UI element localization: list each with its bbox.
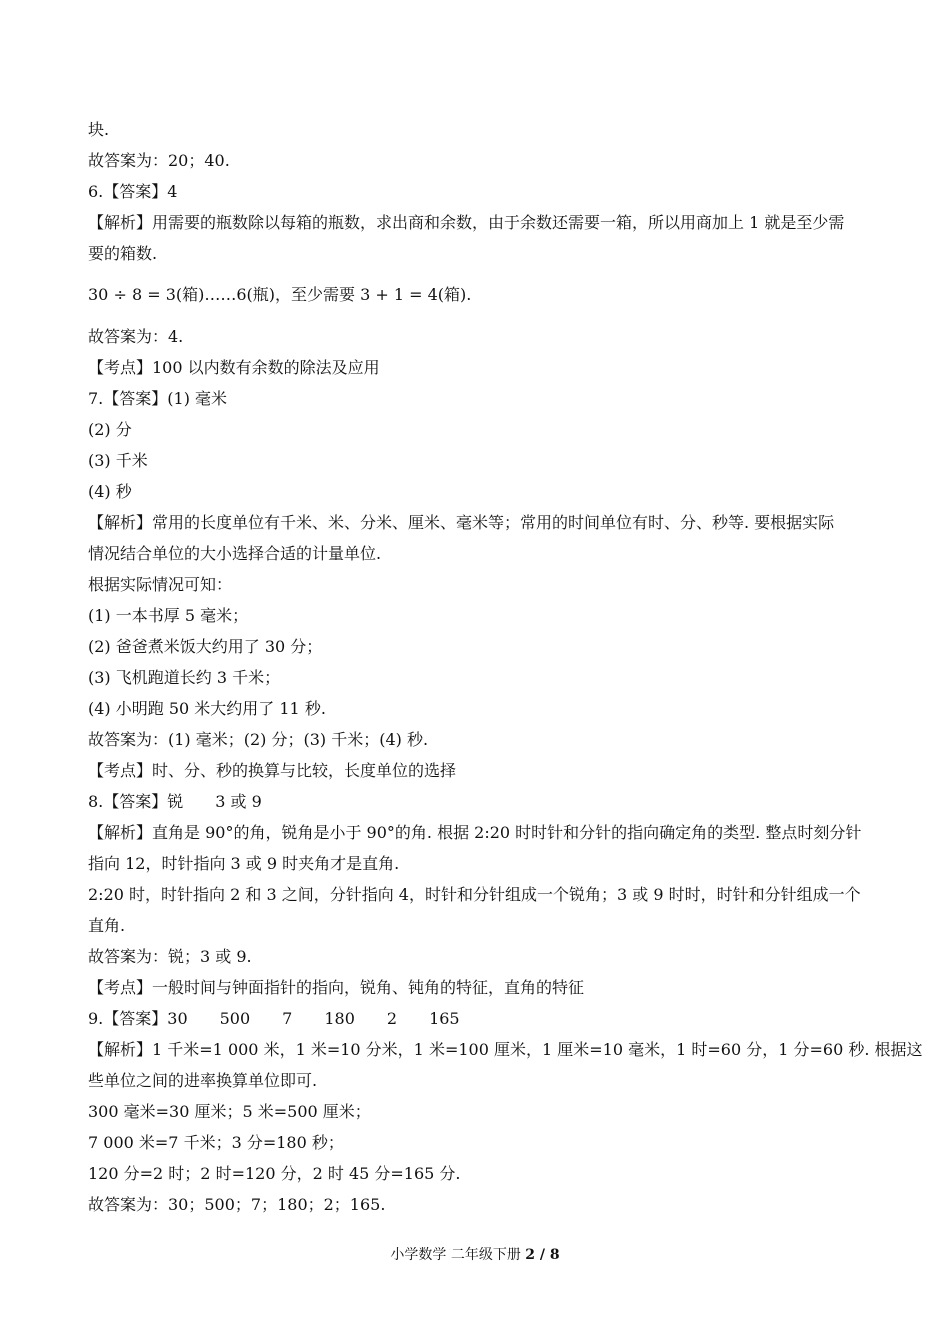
text-line: 块. [88,120,110,139]
text-line: 2:20 时，时针指向 2 和 3 之间，分针指向 4，时针和分针组成一个锐角；3 或 9 时时，时针和分针组成一个 [88,885,861,904]
text-line: 故答案为：30；500；7；180；2；165. [88,1195,386,1214]
text-line: 7.【答案】(1) 毫米 [88,389,228,408]
text-line: (2) 分 [88,420,132,439]
text-line: 【考点】时、分、秒的换算与比较，长度单位的选择 [88,761,457,780]
text-line: (3) 千米 [88,451,148,470]
text-line: 要的箱数. [88,244,158,263]
text-line: 故答案为：4. [88,327,184,346]
text-line: 【考点】100 以内数有余数的除法及应用 [88,358,380,377]
text-line: 些单位之间的进率换算单位即可. [88,1071,318,1090]
text-line: (3) 飞机跑道长约 3 千米； [88,668,281,687]
page-number: 2 / 8 [525,1247,560,1263]
footer-label: 小学数学 二年级下册 [390,1247,521,1263]
text-line: 情况结合单位的大小选择合适的计量单位. [88,544,382,563]
text-line: 【解析】用需要的瓶数除以每箱的瓶数，求出商和余数，由于余数还需要一箱，所以用商加上 1 就是至少需 [88,213,845,232]
text-line: 故答案为：锐；3 或 9. [88,947,252,966]
text-line: (1) 一本书厚 5 毫米； [88,606,249,625]
text-line: 故答案为：(1) 毫米；(2) 分；(3) 千米；(4) 秒. [88,730,429,749]
text-line: 【考点】一般时间与钟面指针的指向，锐角、钝角的特征，直角的特征 [88,978,585,997]
text-line: 直角. [88,916,126,935]
text-line: 9.【答案】30 500 7 180 2 165 [88,1009,460,1028]
text-line: 【解析】1 千米=1 000 米，1 米=10 分米，1 米=100 厘米，1 厘米=10 毫米，1 时=60 分，1 分=60 秒. 根据这 [88,1040,923,1059]
text-line: (4) 秒 [88,482,132,501]
text-line: 6.【答案】4 [88,182,178,201]
text-line: 【解析】常用的长度单位有千米、米、分米、厘米、毫米等；常用的时间单位有时、分、秒等. 要根据实际 [88,513,835,532]
text-line: 300 毫米=30 厘米；5 米=500 厘米； [88,1102,371,1121]
formula-line: 30 ÷ 8 = 3(箱)……6(瓶)，至少需要 3 + 1 = 4(箱). [88,285,472,304]
text-line: 120 分=2 时；2 时=120 分，2 时 45 分=165 分. [88,1164,461,1183]
page-footer [0,1246,950,1264]
text-line: 指向 12，时针指向 3 或 9 时夹角才是直角. [88,854,400,873]
text-line: (4) 小明跑 50 米大约用了 11 秒. [88,699,326,718]
text-line: (2) 爸爸煮米饭大约用了 30 分； [88,637,323,656]
text-line: 【解析】直角是 90°的角，锐角是小于 90°的角. 根据 2:20 时时针和分针的指向确定角的类型. 整点时刻分针 [88,823,862,842]
text-line: 8.【答案】锐 3 或 9 [88,792,262,811]
text-line: 故答案为：20；40. [88,151,230,170]
text-line: 7 000 米=7 千米；3 分=180 秒； [88,1133,344,1152]
text-line: 根据实际情况可知： [88,575,233,594]
